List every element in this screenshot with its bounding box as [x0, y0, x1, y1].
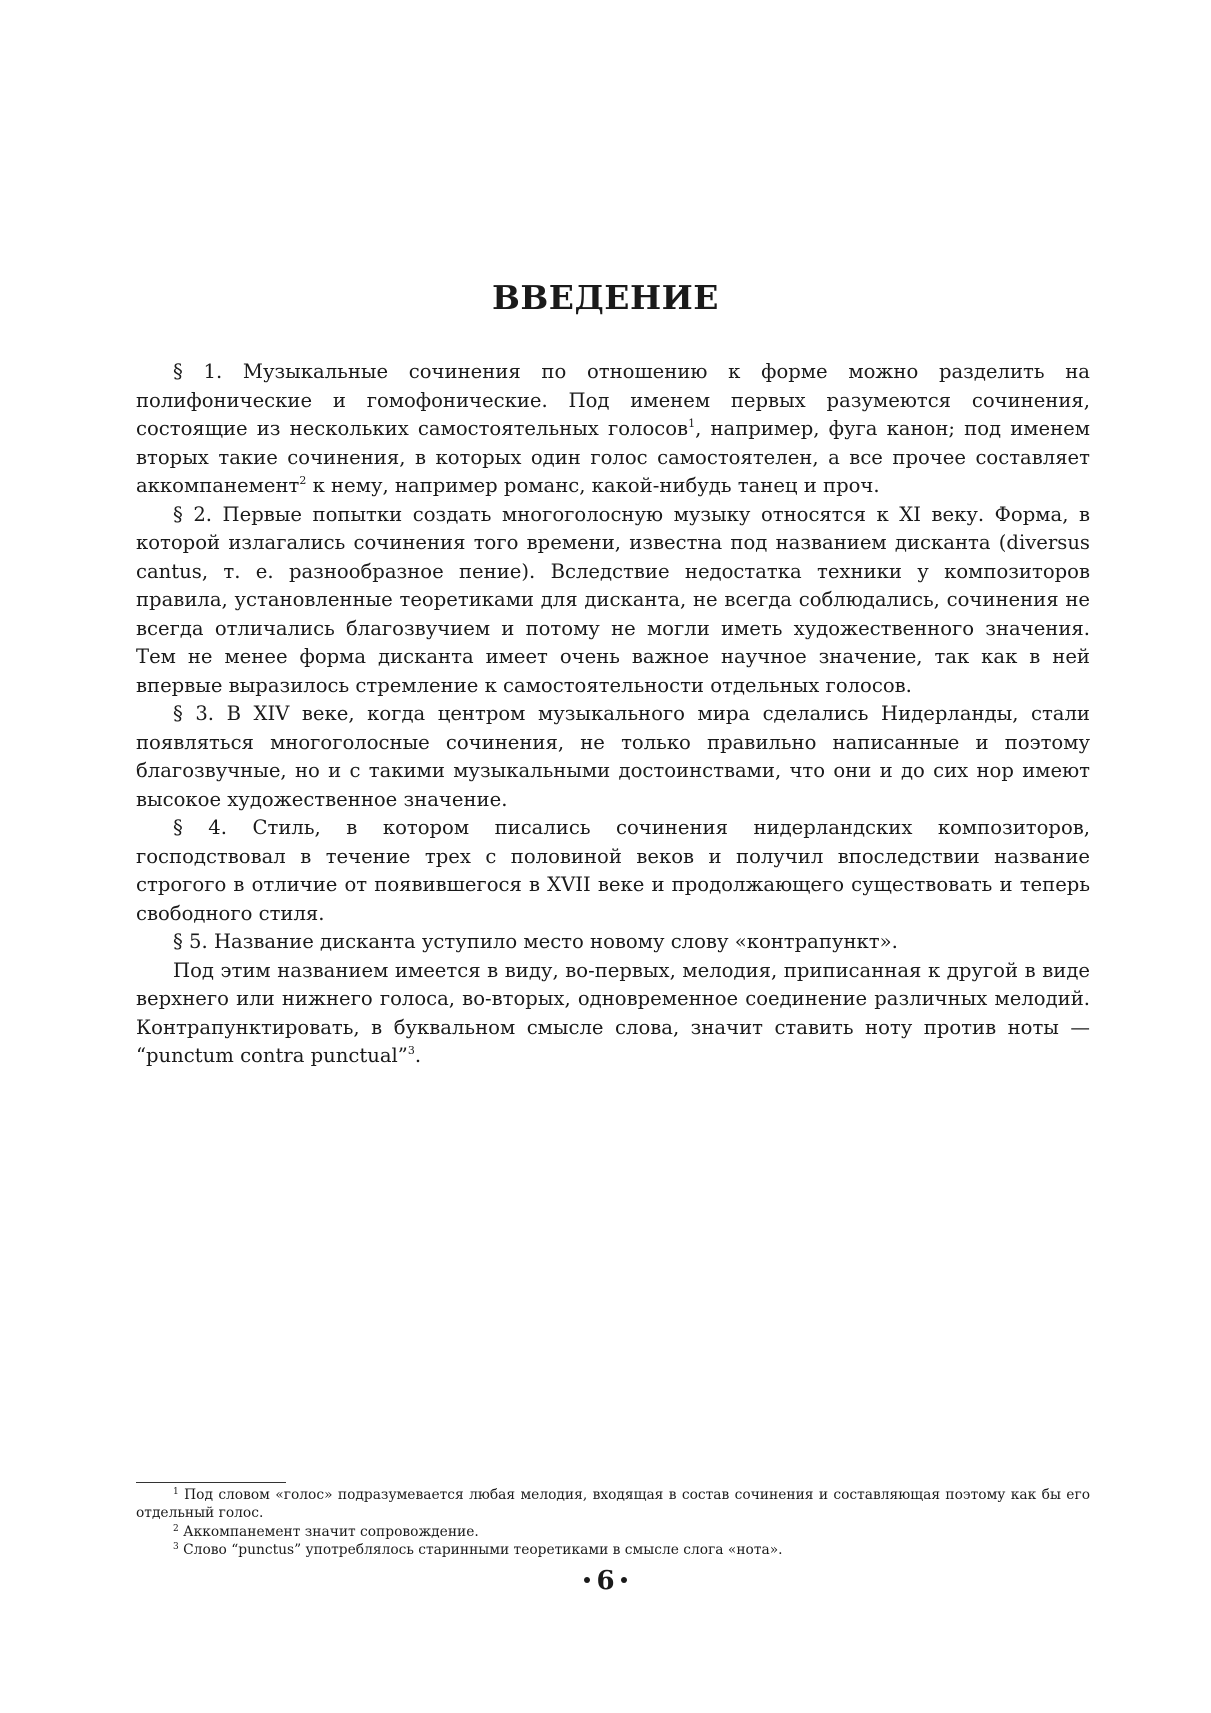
- footnote-2: [136, 1523, 1090, 1541]
- footnote-1: [136, 1486, 1090, 1523]
- paragraph-3: § 3. В XIV веке, когда центром музыкального мира сделались Нидерланды, стали появляться многоголосные сочинения, не только правильно написанные и поэтому благозвучные, но и с такими музыкальными достоинствами, что они и до сих нор имеют высокое художественное значение.: [136, 702, 1090, 811]
- footnote-number: 2: [173, 1523, 179, 1534]
- footnote-text: Слово “punctus” употреблялось старинными теоретиками в смысле слога «нота».: [178, 1541, 783, 1558]
- page-number-value: 6: [596, 1566, 615, 1596]
- paragraph-5: § 5. Название дисканта уступило место новому слову «контрапункт».: [173, 930, 898, 953]
- bullet-icon: [621, 1577, 627, 1583]
- paragraph-6-part-a: Под этим названием имеется в виду, во-первых, мелодия, приписанная к другой в виде верхнего или нижнего голоса, во-вторых, одновременное соединение различных мелодий. Контрапунктировать, в буквальном смысле слова, значит ставить ноту против ноты — “punctum contra punctual”: [136, 958, 1090, 1067]
- footnote-divider: [136, 1482, 286, 1483]
- paragraph-1-part-a: § 1. Музыкальные сочинения по отношению к форме можно разделить на полифонические и гомофонические. Под именем первых разумеются сочинения, состоящие из нескольких самостоятельных голосов: [136, 360, 1090, 440]
- paragraph-1-part-b: , например, фуга канон; под именем вторых такие сочинения, в которых один голос самостоятелен, а все прочее составляет аккомпанемент: [136, 417, 1090, 497]
- footnote-text: Аккомпанемент значит сопровождение.: [178, 1523, 479, 1540]
- footnote-ref-1: 1: [688, 417, 696, 430]
- footnotes: [136, 1486, 1090, 1559]
- paragraph-6-part-b: .: [414, 1044, 422, 1067]
- chapter-title: ВВЕДЕНИЕ: [492, 278, 719, 317]
- page-number: [0, 1566, 1211, 1596]
- footnote-ref-3: 3: [407, 1044, 415, 1057]
- footnote-ref-2: 2: [299, 474, 307, 487]
- paragraph-1-part-c: к нему, например романс, какой-нибудь танец и проч.: [306, 474, 880, 497]
- footnote-number: 1: [173, 1487, 179, 1497]
- main-text: [136, 358, 1090, 1071]
- footnote-3: [136, 1541, 1090, 1559]
- paragraph-4: § 4. Стиль, в котором писались сочинения нидерландских композиторов, господствовал в течение трех с половиной веков и получил впоследствии название строгого в отличие от появившегося в XVII веке и продолжающего существовать и теперь свободного стиля.: [136, 816, 1090, 925]
- paragraph-1: [136, 358, 1090, 501]
- footnote-text: Под словом «голос» подразумевается любая мелодия, входящая в состав сочинения и составляющая поэтому как бы его отдельный голос.: [136, 1487, 1090, 1522]
- paragraph-2: § 2. Первые попытки создать многоголосную музыку относятся к XI веку. Форма, в которой излагались сочинения того времени, известна под названием дисканта (diversus cantus, т. е. разнообразное пение). Вследствие недостатка техники у композиторов правила, установленные теоретиками для дисканта, не всегда соблюдались, сочинения не всегда отличались благозвучием и потому не могли иметь художественного значения. Тем не менее форма дисканта имеет очень важное научное значение, так как в ней впервые выразилось стремление к самостоятельности отдельных голосов.: [136, 502, 1090, 697]
- bullet-icon: [584, 1577, 590, 1583]
- footnote-number: 3: [173, 1541, 179, 1552]
- paragraph-6: [136, 957, 1090, 1071]
